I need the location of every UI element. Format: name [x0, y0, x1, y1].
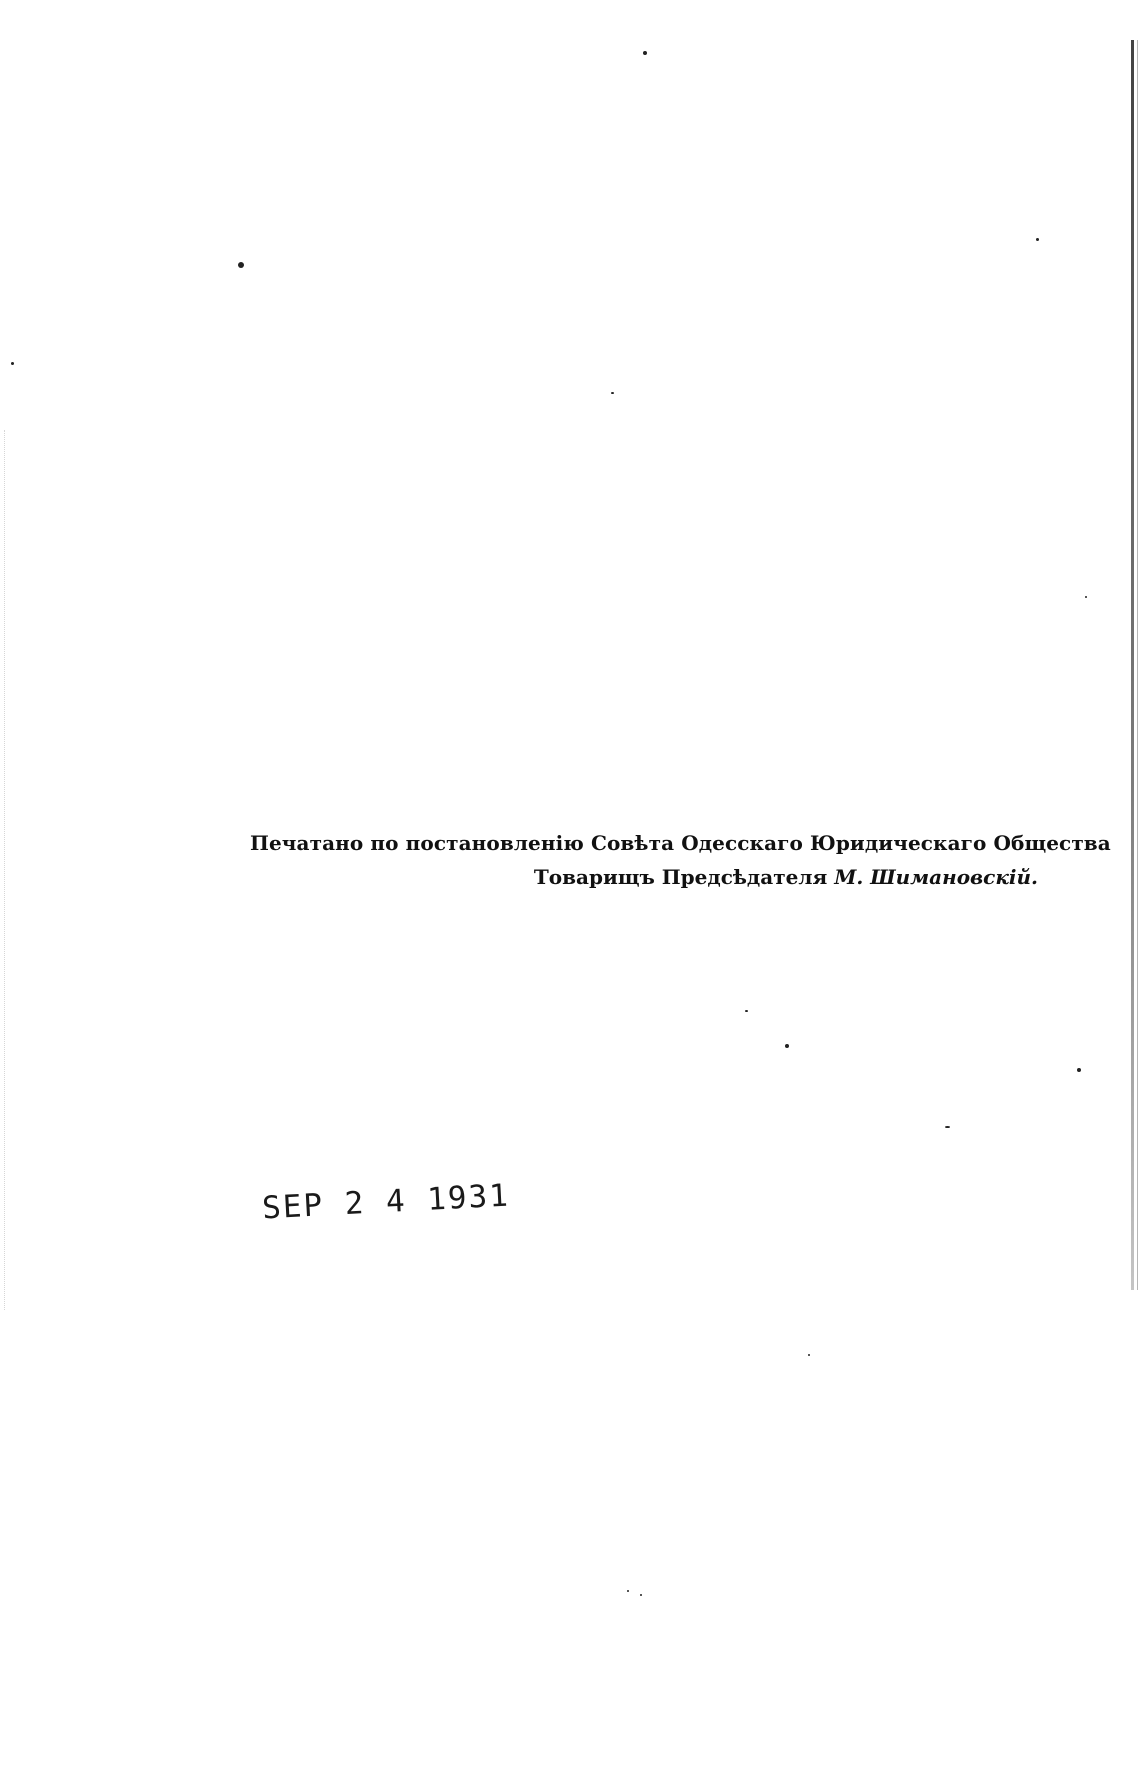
scan-speck — [1077, 1068, 1081, 1072]
binding-edge-shadow — [1131, 40, 1134, 1290]
chairman-signature: М. Шимановскій. — [834, 865, 1038, 889]
scan-speck — [238, 262, 244, 268]
binding-edge-line — [1137, 40, 1138, 1290]
left-margin-speckle — [4, 430, 6, 1310]
scan-speck — [640, 1594, 642, 1596]
date-stamp: SEP 2 4 1931 — [261, 1177, 511, 1227]
imprint-line-2 — [250, 860, 1068, 894]
imprint-notice — [250, 826, 1111, 894]
scan-speck — [785, 1044, 789, 1048]
scan-speck — [611, 392, 614, 394]
imprint-line-1: Печатано по постановленію Совѣта Одесскаго Юридическаго Общества — [250, 831, 1111, 855]
scan-speck — [627, 1590, 629, 1592]
scan-speck — [11, 362, 14, 365]
scan-speck — [643, 51, 647, 55]
scan-speck — [1036, 238, 1039, 241]
scan-speck — [808, 1354, 810, 1356]
scan-speck — [945, 1126, 950, 1128]
scan-speck — [1085, 596, 1087, 598]
scan-speck — [745, 1010, 748, 1012]
deputy-chairman-title: Товарищъ Предсѣдателя — [533, 865, 828, 889]
